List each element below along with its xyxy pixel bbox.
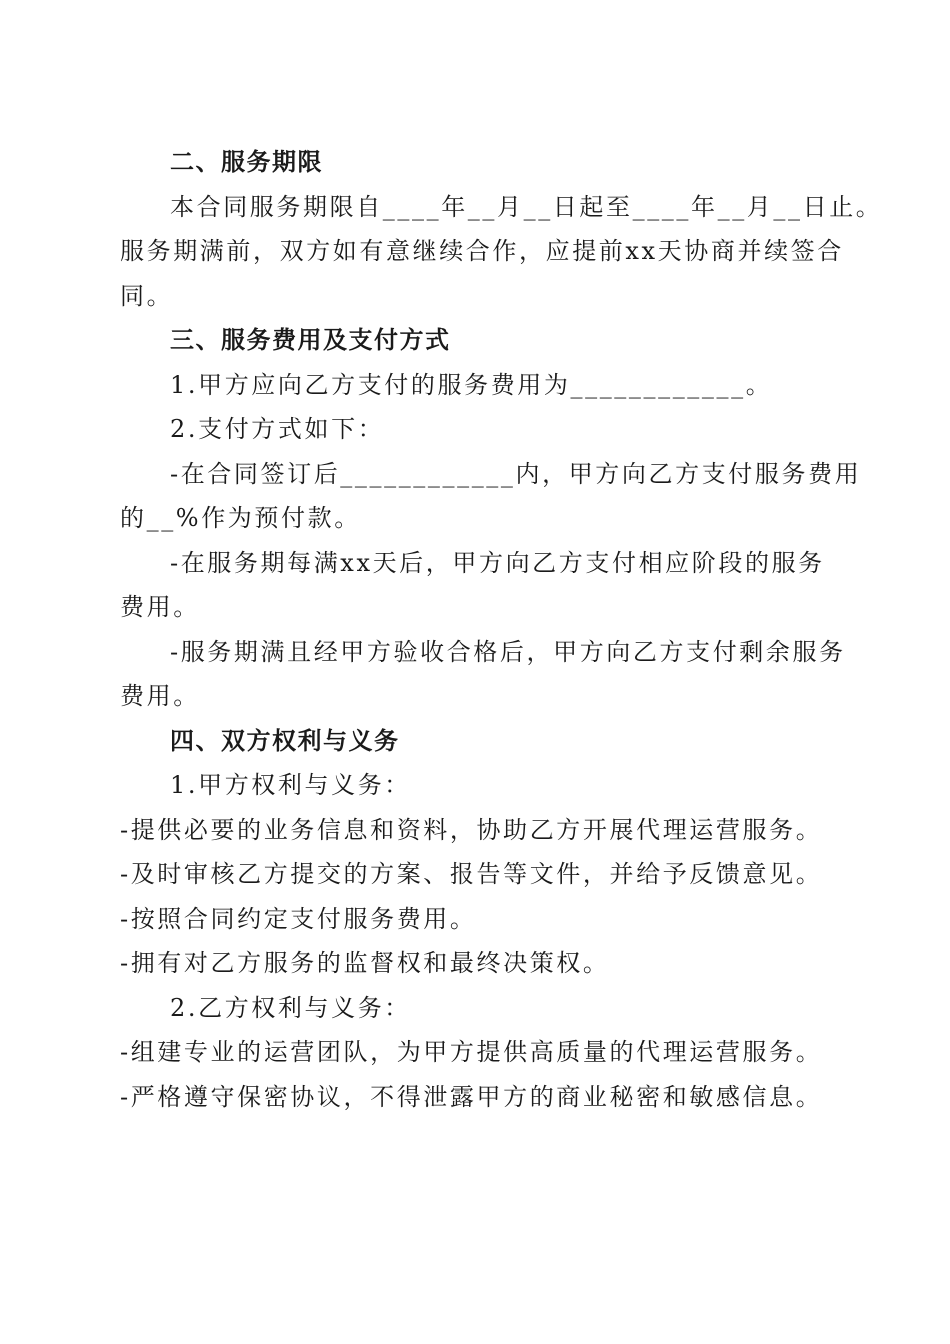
paragraph-line: -提供必要的业务信息和资料，协助乙方开展代理运营服务。: [120, 815, 823, 844]
paragraph-line: 的__%作为预付款。: [120, 504, 361, 532]
paragraph-line: -拥有对乙方服务的监督权和最终决策权。: [120, 949, 610, 977]
paragraph-line: -组建专业的运营团队，为甲方提供高质量的代理运营服务。: [120, 1038, 823, 1066]
paragraph-line: 2.乙方权利与义务：: [170, 993, 411, 1022]
paragraph-line: 同。: [120, 281, 174, 310]
section-heading-fees-payment: 三、服务费用及支付方式: [170, 326, 451, 354]
paragraph-line: -按照合同约定支付服务费用。: [120, 904, 477, 933]
paragraph-line: -在服务期每满xx天后，甲方向乙方支付相应阶段的服务: [170, 548, 825, 577]
paragraph-line: 费用。: [120, 682, 200, 710]
paragraph-line: -及时审核乙方提交的方案、报告等文件，并给予反馈意见。: [120, 860, 823, 888]
paragraph-line: -服务期满且经甲方验收合格后，甲方向乙方支付剩余服务: [170, 637, 846, 666]
paragraph-line: 费用。: [120, 593, 200, 621]
paragraph-line: 本合同服务期限自____年__月__日起至____年__月__日止。: [170, 192, 883, 221]
paragraph-line: 服务期满前，双方如有意继续合作，应提前xx天协商并续签合: [120, 237, 844, 265]
paragraph-line: 1.甲方应向乙方支付的服务费用为____________。: [170, 370, 773, 399]
section-heading-service-term: 二、服务期限: [170, 148, 323, 176]
paragraph-line: 2.支付方式如下：: [170, 415, 385, 443]
document-page: [120, 140, 883, 1119]
paragraph-line: 1.甲方权利与义务：: [170, 771, 411, 799]
section-heading-rights-obligations: 四、双方权利与义务: [170, 726, 400, 755]
paragraph-line: -在合同签订后____________内，甲方向乙方支付服务费用: [170, 459, 862, 488]
paragraph-line: -严格遵守保密协议，不得泄露甲方的商业秘密和敏感信息。: [120, 1082, 823, 1111]
